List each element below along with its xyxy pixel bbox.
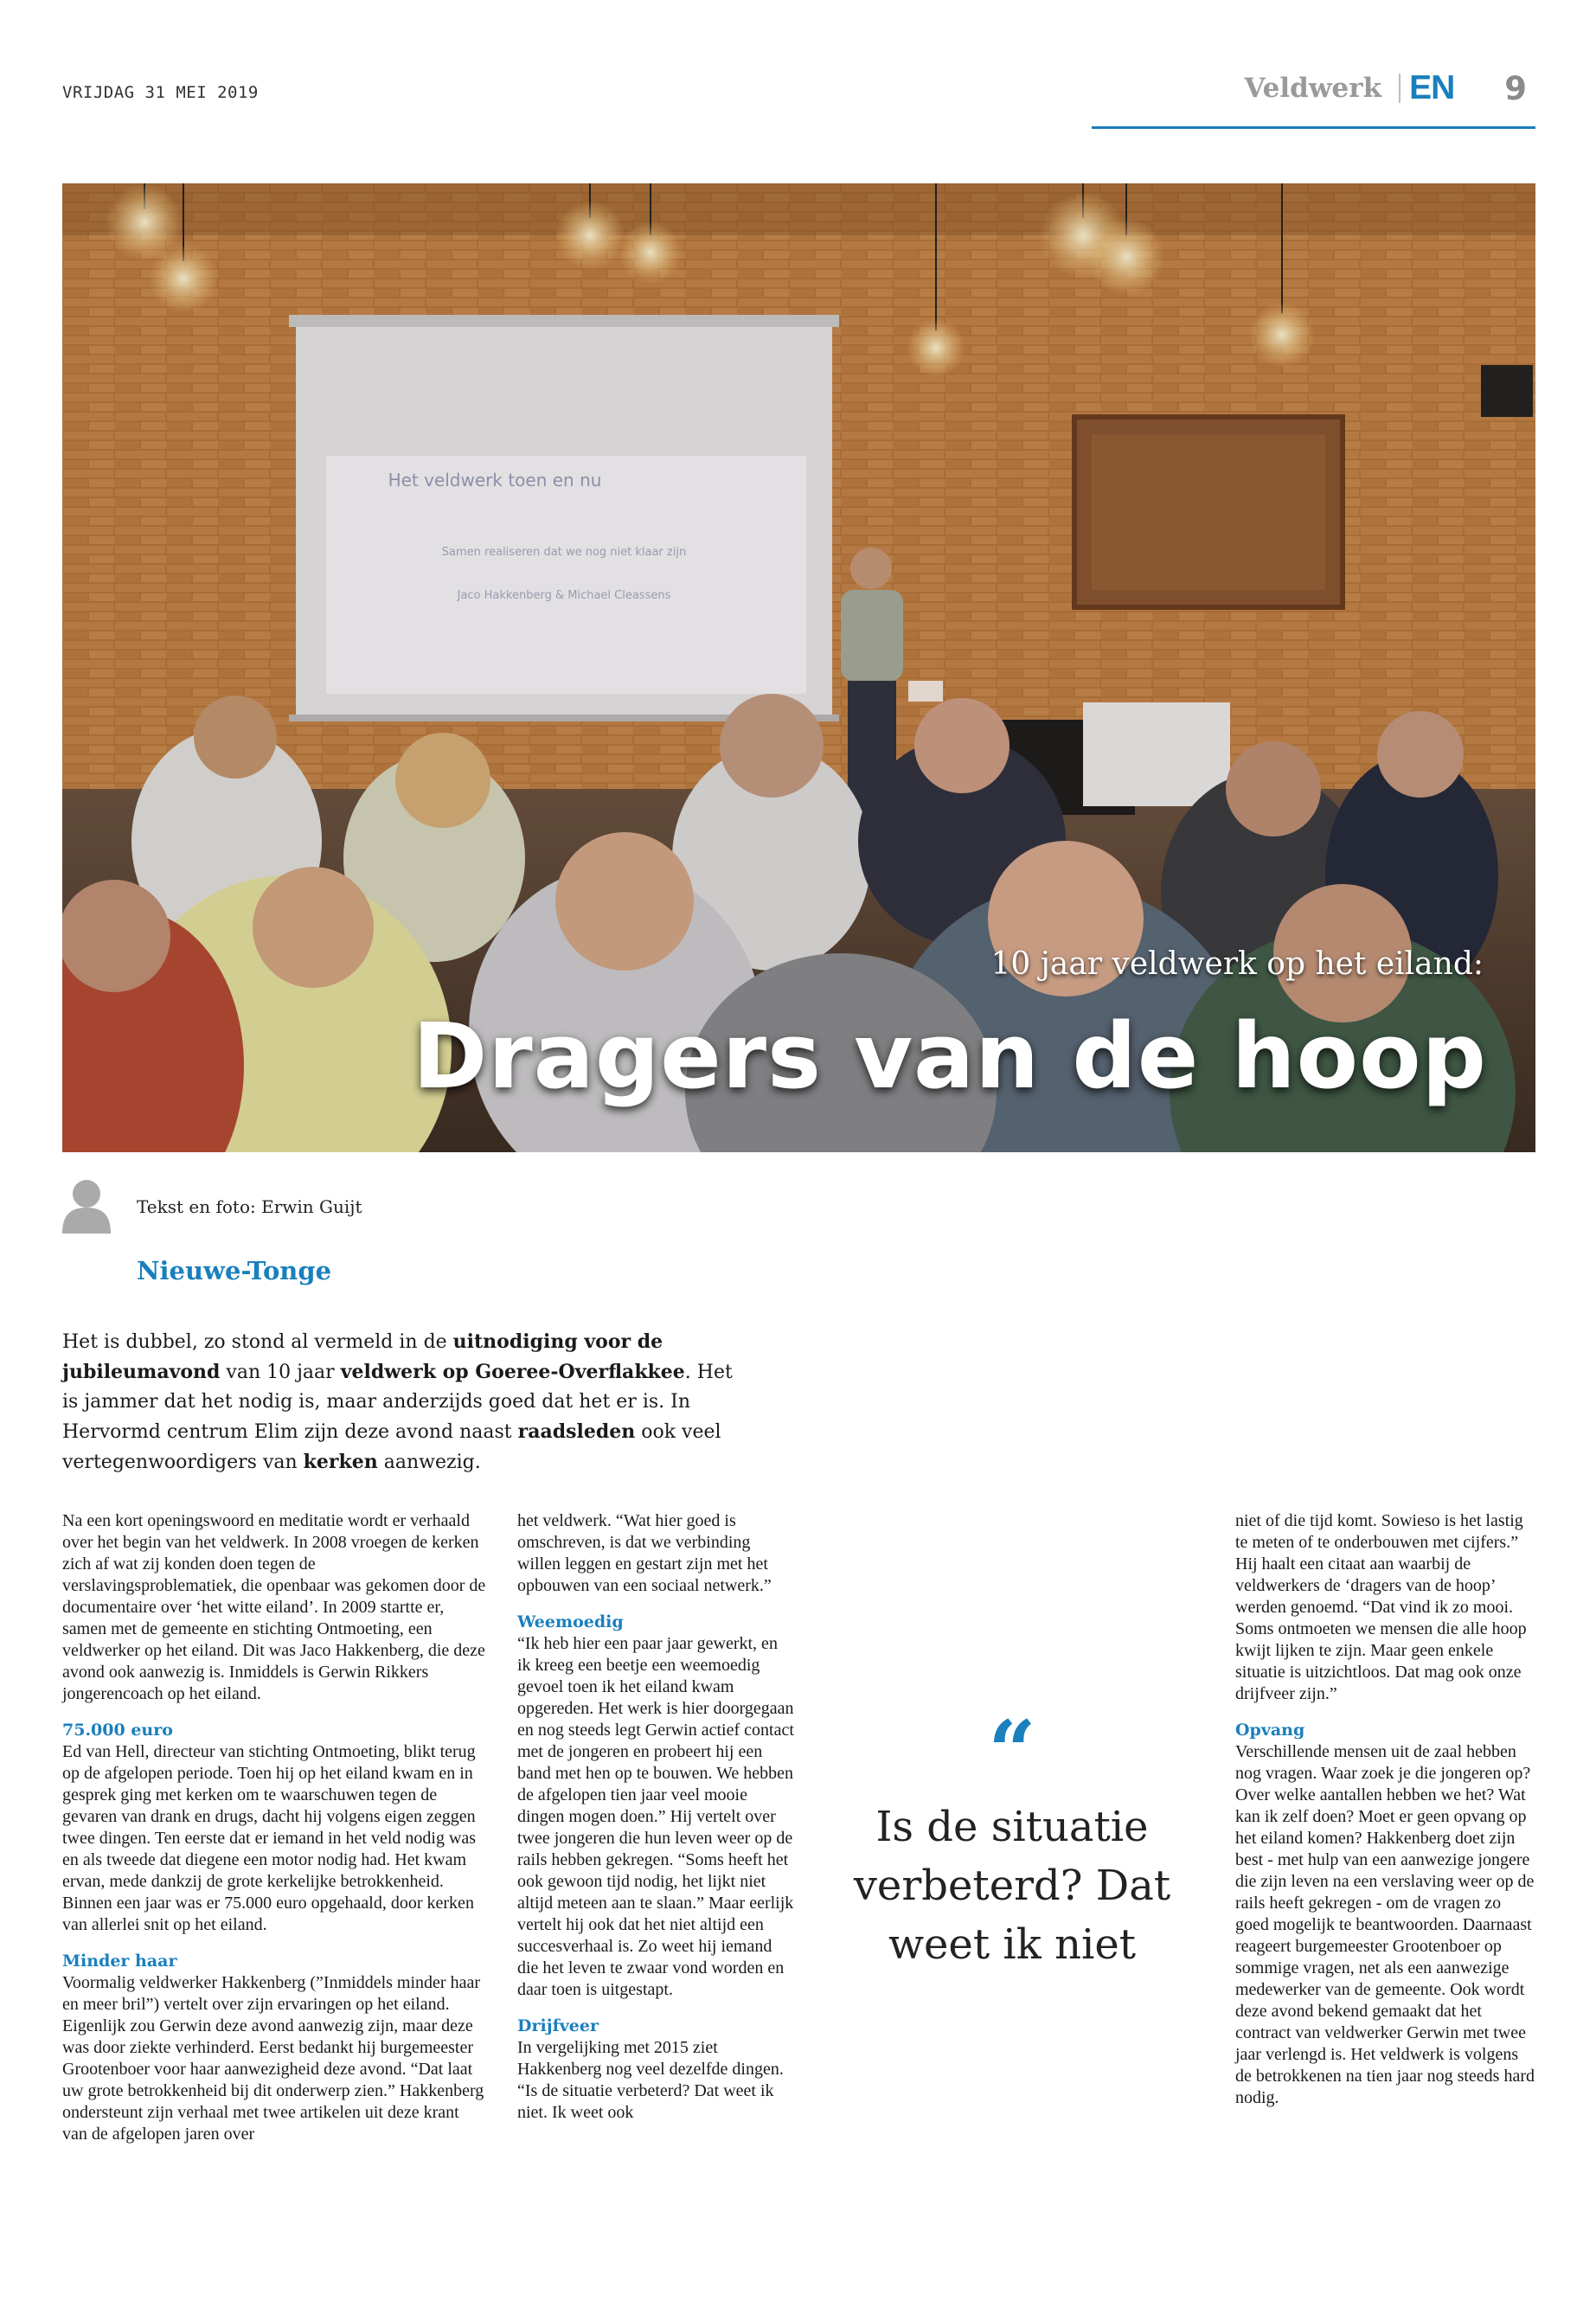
body-paragraph: Ed van Hell, directeur van stichting Ontmoeting, blikt terug op de afgelopen periode. Toen hij op het eiland kwam en in gesprek ging met kerken om te waarschuwen tegen de gevaren van drank en drugs, dacht hij volgens eigen zeggen twee dingen. Ten eerste dat er iemand in het veld nodig was en als tweede dat diegene een motor nodig had. Het kwam ervan, mede dankzij de grote kerkelijke betrokkenheid. Binnen een jaar was er 75.000 euro opgehaald, door kerken van allerlei snit op het eiland. [62,1742,477,1934]
body-paragraph: “Ik heb hier een paar jaar gewerkt, en ik kreeg een beetje een weemoedig gevoel toen ik het eiland kwam opgereden. Het werk is hier doorgegaan en nog steeds legt Gerwin actief contact met de jongeren en probeert hij een band met hen op te bouwen. We hebben de afgelopen tien jaar veel mooie dingen mogen doen.” Hij vertelt over twee jongeren die hun leven weer op de rails hebben gekregen. “Soms heeft het ook gewoon tijd nodig, het lijkt niet altijd meteen aan te slaan.” Maar eerlijk vertelt hij ook dat het niet altijd een succesverhaal is. Zo weet hij iemand die het leven te zwaar vond worden en daar toen is uitgestapt. [517,1634,794,1999]
pull-quote [843,1702,1181,1974]
subheading: Minder haar [62,1952,177,1971]
person-icon [62,1176,111,1238]
dateline-location: Nieuwe-Tonge [137,1256,332,1285]
body-column-4 [1235,1510,1535,2109]
body-column-2 [517,1510,794,2124]
article-headline: Dragers van de hoop [413,1003,1487,1109]
byline-text: Tekst en foto: Erwin Guijt [137,1196,362,1217]
body-paragraph: het veldwerk. “Wat hier goed is omschreven, is dat we verbinding willen leggen en gestart zijn met het opbouwen van een sociaal netwerk.” [517,1511,772,1595]
subheading: 75.000 euro [62,1721,173,1740]
hero-photo [62,183,1535,1152]
subheading: Opvang [1235,1721,1305,1740]
slide-title: Het veldwerk toen en nu [388,470,602,490]
subheading: Weemoedig [517,1612,624,1631]
body-paragraph: In vergelijking met 2015 ziet Hakkenberg nog veel dezelfde dingen. “Is de situatie verbeterd? Dat weet ik niet. Ik weet ook [517,2038,784,2122]
headline-kicker: 10 jaar veldwerk op het eiland: [990,946,1484,982]
body-paragraph: Verschillende mensen uit de zaal hebben nog vragen. Waar zoek je die jongeren op? Over welke aantallen hebben we het? Wat kan ik zelf doen? Moet er geen opvang op het eiland komen? Hakkenberg doet zijn best - met hulp van een aanwezige jongere die zijn leven na een verslaving weer op de rails heeft gekregen - om de vragen zo goed mogelijk te beantwoorden. Daarnaast reageert burgemeester Grootenboer op sommige vragen, net als een aanwezige medewerker van de gemeente. Ook wordt deze avond bekend gemaakt dat het contract van veldwerker Gerwin met twee jaar verlengd is. Het veldwerk is volgens de betrokkenen na tien jaar nog steeds hard nodig. [1235,1742,1535,2107]
subheading: Drijfveer [517,2016,599,2035]
pull-quote-text: Is de situatie verbeterd? Dat weet ik niet [853,1803,1171,1969]
byline [62,1178,362,1235]
intro-paragraph: Het is dubbel, zo stond al vermeld in de uitnodiging voor de jubileumavond van 10 jaar veldwerk op Goeree-Overflakkee. Het is jammer dat het nodig is, maar anderzijds goed dat het er is. In Hervormd centrum Elim zijn deze avond naast raadsleden ook veel vertegenwoordigers van kerken aanwezig. [62,1330,733,1473]
body-paragraph: Na een kort openingswoord en meditatie wordt er verhaald over het begin van het veldwerk. In 2008 vroegen de kerken zich af wat zij konden doen tegen de verslavingsproblematiek, die openbaar was gekomen door de documentaire over ‘het witte eiland’. In 2009 startte er, samen met de gemeente en stichting Ontmoeting, een veldwerker op het eiland. Dit was Jaco Hakkenberg, die deze avond ook aanwezig is. Inmiddels is Gerwin Rikkers jongerencoach op het eiland. [62,1511,486,1703]
slide-subtitle: Samen realiseren dat we nog niet klaar zijn [441,546,687,559]
body-paragraph: Voormalig veldwerker Hakkenberg (”Inmiddels minder haar en meer bril”) vertelt over zijn ervaringen op het eiland. Eigenlijk zou Gerwin deze avond aanwezig zijn, maar deze was door ziekte verhinderd. Eerst bedankt hij burgemeester Grootenboer voor haar aanwezigheid deze avond. “Dat laat uw grote betrokkenheid bij dit onderwerp zien.” Hakkenberg ondersteunt zijn verhaal met twee artikelen uit deze krant van de afgelopen jaren over [62,1973,484,2144]
slide-names: Jaco Hakkenberg & Michael Cleassens [457,589,671,602]
header-rule [1092,126,1535,129]
body-column-1 [62,1510,486,2145]
issue-date: VRIJDAG 31 MEI 2019 [62,83,259,102]
page-number: 9 [1504,69,1527,107]
section-label: Veldwerk [1244,73,1382,104]
quote-mark-icon: “ [988,1702,1036,1800]
header-divider [1399,74,1401,103]
newspaper-logo: EN [1409,69,1455,106]
page-header [1244,66,1527,111]
body-paragraph: niet of die tijd komt. Sowieso is het lastig te meten of te onderbouwen met cijfers.” Hij haalt een citaat aan waarbij de veldwerkers de ‘dragers van de hoop’ werden genoemd. “Dat vind ik zo mooi. Soms ontmoeten we mensen die alle hoop kwijt lijken te zijn. Maar geen enkele situatie is uitzichtloos. Dat mag ook onze drijfveer zijn.” [1235,1511,1527,1703]
